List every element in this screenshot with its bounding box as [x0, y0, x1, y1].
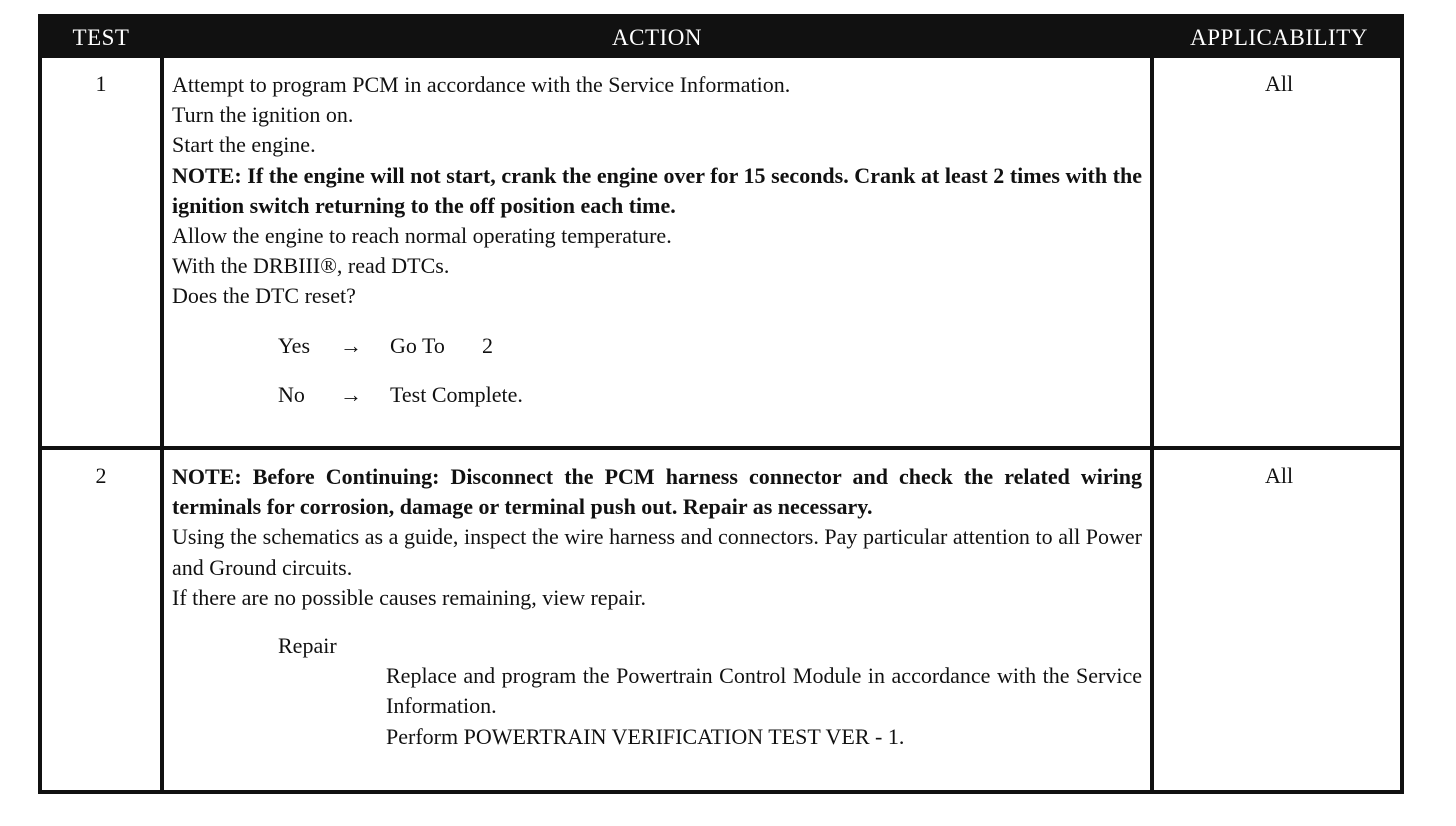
- branch-test-number: 2: [482, 332, 493, 358]
- action-cell: [172, 70, 1142, 410]
- action-step: Start the engine.: [172, 132, 316, 158]
- test-number: 2: [95, 463, 107, 488]
- branch-yes: [172, 331, 1142, 361]
- action-cell: [172, 462, 1142, 752]
- applicability-value: All: [1264, 71, 1294, 96]
- arrow-right-icon: →: [340, 381, 362, 407]
- action-paragraph: Using the schematics as a guide, inspect the wire harness and connectors. Pay particular attention to all Power and Ground circuits.: [172, 524, 1142, 580]
- action-step: If there are no possible causes remaining, view repair.: [172, 584, 647, 610]
- test-number: 1: [95, 71, 107, 96]
- note-text: NOTE: If the engine will not start, crank the engine over for 15 seconds. Crank at least 2 times with the ignition switch returning to the off position each time.: [172, 162, 1142, 218]
- question-text: Does the DTC reset?: [172, 283, 356, 309]
- branch-target: Test Complete.: [390, 381, 523, 407]
- branch-label: No: [278, 381, 305, 407]
- action-step: Allow the engine to reach normal operating temperature.: [172, 223, 672, 249]
- branch-label: Yes: [278, 332, 311, 358]
- table-row: [42, 58, 1400, 446]
- header-test: TEST: [72, 25, 130, 50]
- table-row: [42, 450, 1400, 790]
- note-text: NOTE: Before Continuing: Disconnect the PCM harness connector and check the related wiring terminals for corrosion, damage or terminal push out. Repair as necessary.: [172, 464, 1142, 520]
- action-step: Attempt to program PCM in accordance with the Service Information.: [172, 72, 791, 97]
- header-action: ACTION: [612, 25, 702, 50]
- action-step: With the DRBIII®, read DTCs.: [172, 253, 450, 279]
- branch-target: Go To: [390, 332, 445, 358]
- diagnostic-test-table: [38, 14, 1404, 794]
- branch-no: [172, 380, 1142, 410]
- header-applicability: APPLICABILITY: [1190, 25, 1368, 50]
- table-header: [42, 18, 1400, 58]
- repair-verification: Perform POWERTRAIN VERIFICATION TEST VER - 1.: [386, 723, 905, 749]
- arrow-right-icon: →: [340, 332, 362, 358]
- repair-instructions: Replace and program the Powertrain Control Module in accordance with the Service Information.: [386, 663, 1142, 719]
- repair-label: Repair: [278, 633, 337, 659]
- applicability-value: All: [1264, 463, 1294, 488]
- action-step: Turn the ignition on.: [172, 102, 354, 128]
